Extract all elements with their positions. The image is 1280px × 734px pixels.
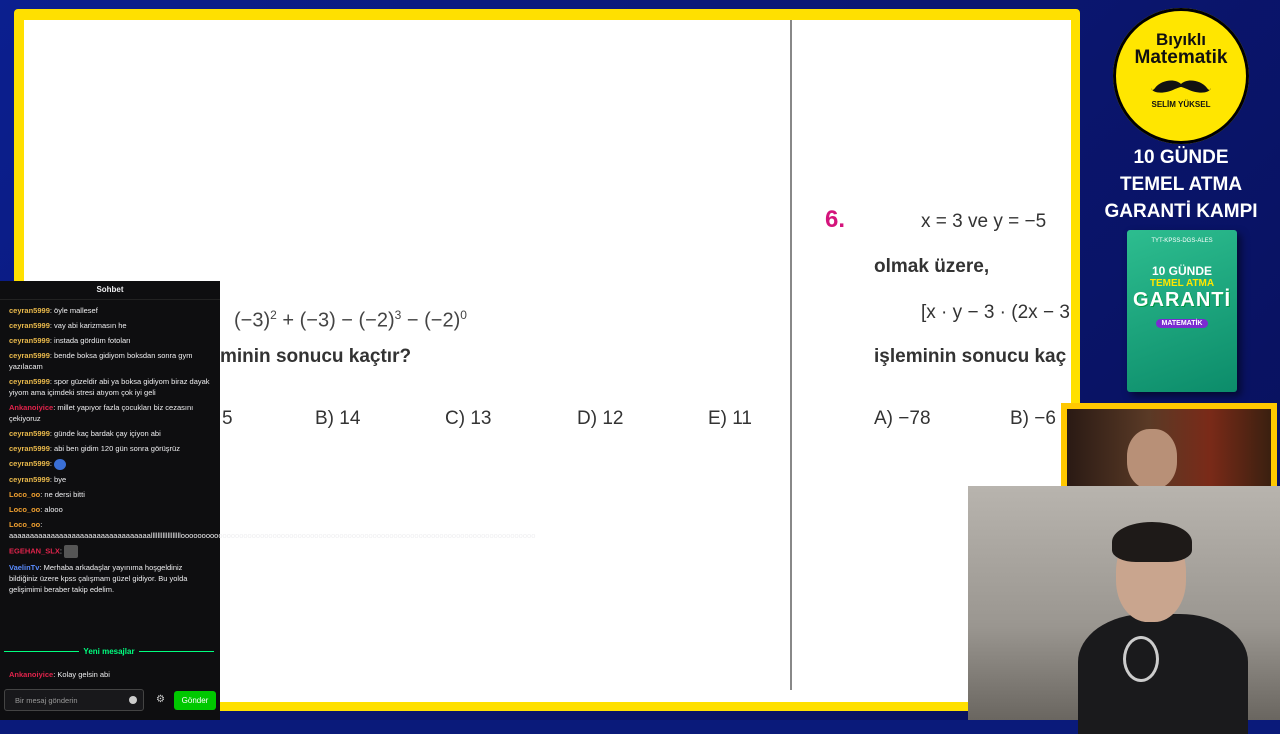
chat-input-placeholder: Bir mesaj gönderin [15, 696, 78, 705]
chat-username[interactable]: ceyran5999 [9, 351, 50, 360]
brand-line2: Matematik [1134, 47, 1228, 68]
webcam-top-feed [1067, 409, 1271, 487]
chat-username[interactable]: ceyran5999 [9, 444, 50, 453]
chat-message [0, 426, 220, 441]
chat-username[interactable]: Loco_oo [9, 519, 41, 529]
chat-input[interactable] [4, 689, 144, 711]
expr-part: (−3) [234, 309, 271, 332]
chat-username[interactable]: ceyran5999 [9, 377, 50, 386]
chat-text: : abi ben gidim 120 gün sonra görüşrüz [49, 444, 180, 453]
chat-text: : instada gördüm fotoları [49, 336, 131, 345]
chat-text: : günde kaç bardak çay içiyon abi [49, 429, 161, 438]
chat-text: : millet yapıyor fazla çocukları biz cezasını çekiyoruz [9, 403, 194, 423]
chat-text: : vay abi karizmasın he [49, 321, 127, 330]
chat-message [0, 400, 220, 426]
chat-username[interactable]: ceyran5999 [9, 429, 50, 438]
chat-message [0, 333, 220, 348]
chat-message [0, 560, 220, 597]
chat-text: : Merhaba arkadaşlar yayınıma hoşgeldiniz bildiğiniz üzere kpss çalışmam güzel gidiyor. Bu yolda gelişimimi beraber takip edelim. [9, 562, 188, 594]
q5-option-e: E) 11 [708, 408, 753, 429]
expr-exp: 0 [460, 308, 467, 322]
chat-username[interactable]: Ankanoiyice [9, 403, 54, 412]
chat-username[interactable]: ceyran5999 [9, 321, 50, 330]
q6-line1: x = 3 ve y = −5 [921, 211, 1047, 232]
book-line3: GARANTİ [1132, 289, 1232, 311]
book-line1: 10 GÜNDE [1151, 264, 1213, 278]
chat-text: : alooo [40, 504, 63, 514]
person-body [1078, 614, 1248, 734]
chat-username[interactable]: Loco_oo [9, 504, 41, 514]
book-line2: TEMEL ATMA [1149, 278, 1215, 289]
q6-line3: [x · y − 3 · (2x − 3 [921, 302, 1070, 323]
chat-message [0, 667, 119, 682]
expr-exp: 2 [270, 308, 277, 322]
person-head [1127, 429, 1177, 489]
chat-message [0, 456, 220, 472]
campaign-title [1100, 144, 1262, 225]
emote-icon [64, 545, 78, 558]
q5-option-c: C) 13 [445, 408, 492, 429]
q5-text: minin sonucu kaçtır? [220, 346, 412, 367]
chat-text: : Kolay gelsin abi [53, 670, 110, 679]
book-cover [1127, 230, 1237, 392]
chat-message [0, 472, 220, 487]
emoji-icon[interactable] [129, 696, 137, 704]
q5-expression [234, 308, 467, 333]
chat-message [0, 348, 220, 374]
q6-option-b: B) −6 [1010, 408, 1056, 429]
chat-text: : ne dersi bitti [40, 489, 85, 499]
emote-icon [54, 459, 66, 470]
q5-option-a: 5 [222, 408, 233, 429]
chat-text: : spor güzeldir abi ya boksa gidiyom biraz dayak yiyom ama içimdeki stresi atıyom çok iyi geli [9, 377, 210, 397]
book-line4: MATEMATİK [1156, 319, 1209, 328]
chat-message [0, 543, 220, 560]
page-divider [790, 20, 792, 690]
chat-message [0, 517, 536, 543]
webcam-top [1061, 403, 1277, 487]
q6-option-a: A) −78 [874, 408, 931, 429]
expr-part: − (−2) [401, 309, 461, 332]
new-messages-label: Yeni mesajlar [79, 647, 138, 656]
chat-username[interactable]: Ankanoiyice [9, 670, 54, 679]
chat-username[interactable]: ceyran5999 [9, 474, 50, 484]
brand-line1: Bıyıklı [1155, 30, 1207, 49]
q6-line2: olmak üzere, [874, 256, 990, 277]
person-hair [1112, 522, 1192, 562]
webcam-main [968, 486, 1280, 720]
gear-icon[interactable]: ⚙ [156, 694, 165, 705]
chat-username[interactable]: ceyran5999 [9, 306, 50, 315]
chat-username[interactable]: ceyran5999 [9, 459, 50, 468]
chat-message [0, 303, 220, 318]
q5-option-d: D) 12 [577, 408, 624, 429]
chat-text: : [59, 546, 62, 555]
new-messages-divider[interactable] [4, 647, 214, 656]
chat-message [0, 441, 220, 456]
chat-username[interactable]: EGEHAN_SLX [9, 546, 60, 555]
chat-text: : öyle mallesef [49, 306, 98, 315]
expr-part: + (−3) − (−2) [276, 309, 395, 332]
book-top: TYT-KPSS-DGS-ALES [1151, 238, 1213, 244]
campaign-line: 10 GÜNDE [1133, 147, 1229, 168]
chat-text: : [49, 459, 52, 468]
chat-text: : aaaaaaaaaaaaaaaaaaaaaaaaaaaaaaaaaallllllllllllllllllooooooooooooooooooooooooooooooooooooooooooooooooooooooooooooooooooooooooooooooooooooo [9, 519, 536, 540]
chat-username[interactable]: Loco_oo [9, 489, 41, 499]
campaign-line: GARANTİ KAMPI [1104, 201, 1258, 222]
headphone-icon [1123, 636, 1159, 682]
chat-username[interactable]: ceyran5999 [9, 336, 50, 345]
chat-title: Sohbet [0, 281, 220, 300]
campaign-line: TEMEL ATMA [1119, 174, 1243, 195]
chat-message [0, 374, 220, 400]
q5-option-b: B) 14 [315, 408, 361, 429]
chat-message [0, 318, 220, 333]
q6-line4: işleminin sonucu kaç [874, 346, 1067, 367]
chat-username[interactable]: VaelinTv [9, 562, 40, 572]
chat-text: : bende boksa gidiyom boksdan sonra gym yazılacam [9, 351, 193, 371]
send-button[interactable]: Gönder [174, 691, 216, 710]
mustache-icon [1151, 78, 1211, 94]
chat-message [0, 502, 220, 517]
expr-exp: 3 [394, 308, 402, 322]
chat-message [0, 487, 220, 502]
q6-number: 6. [825, 206, 846, 233]
chat-text: : bye [49, 474, 67, 484]
brand-logo [1113, 8, 1249, 144]
brand-sub: SELİM YÜKSEL [1151, 100, 1211, 109]
